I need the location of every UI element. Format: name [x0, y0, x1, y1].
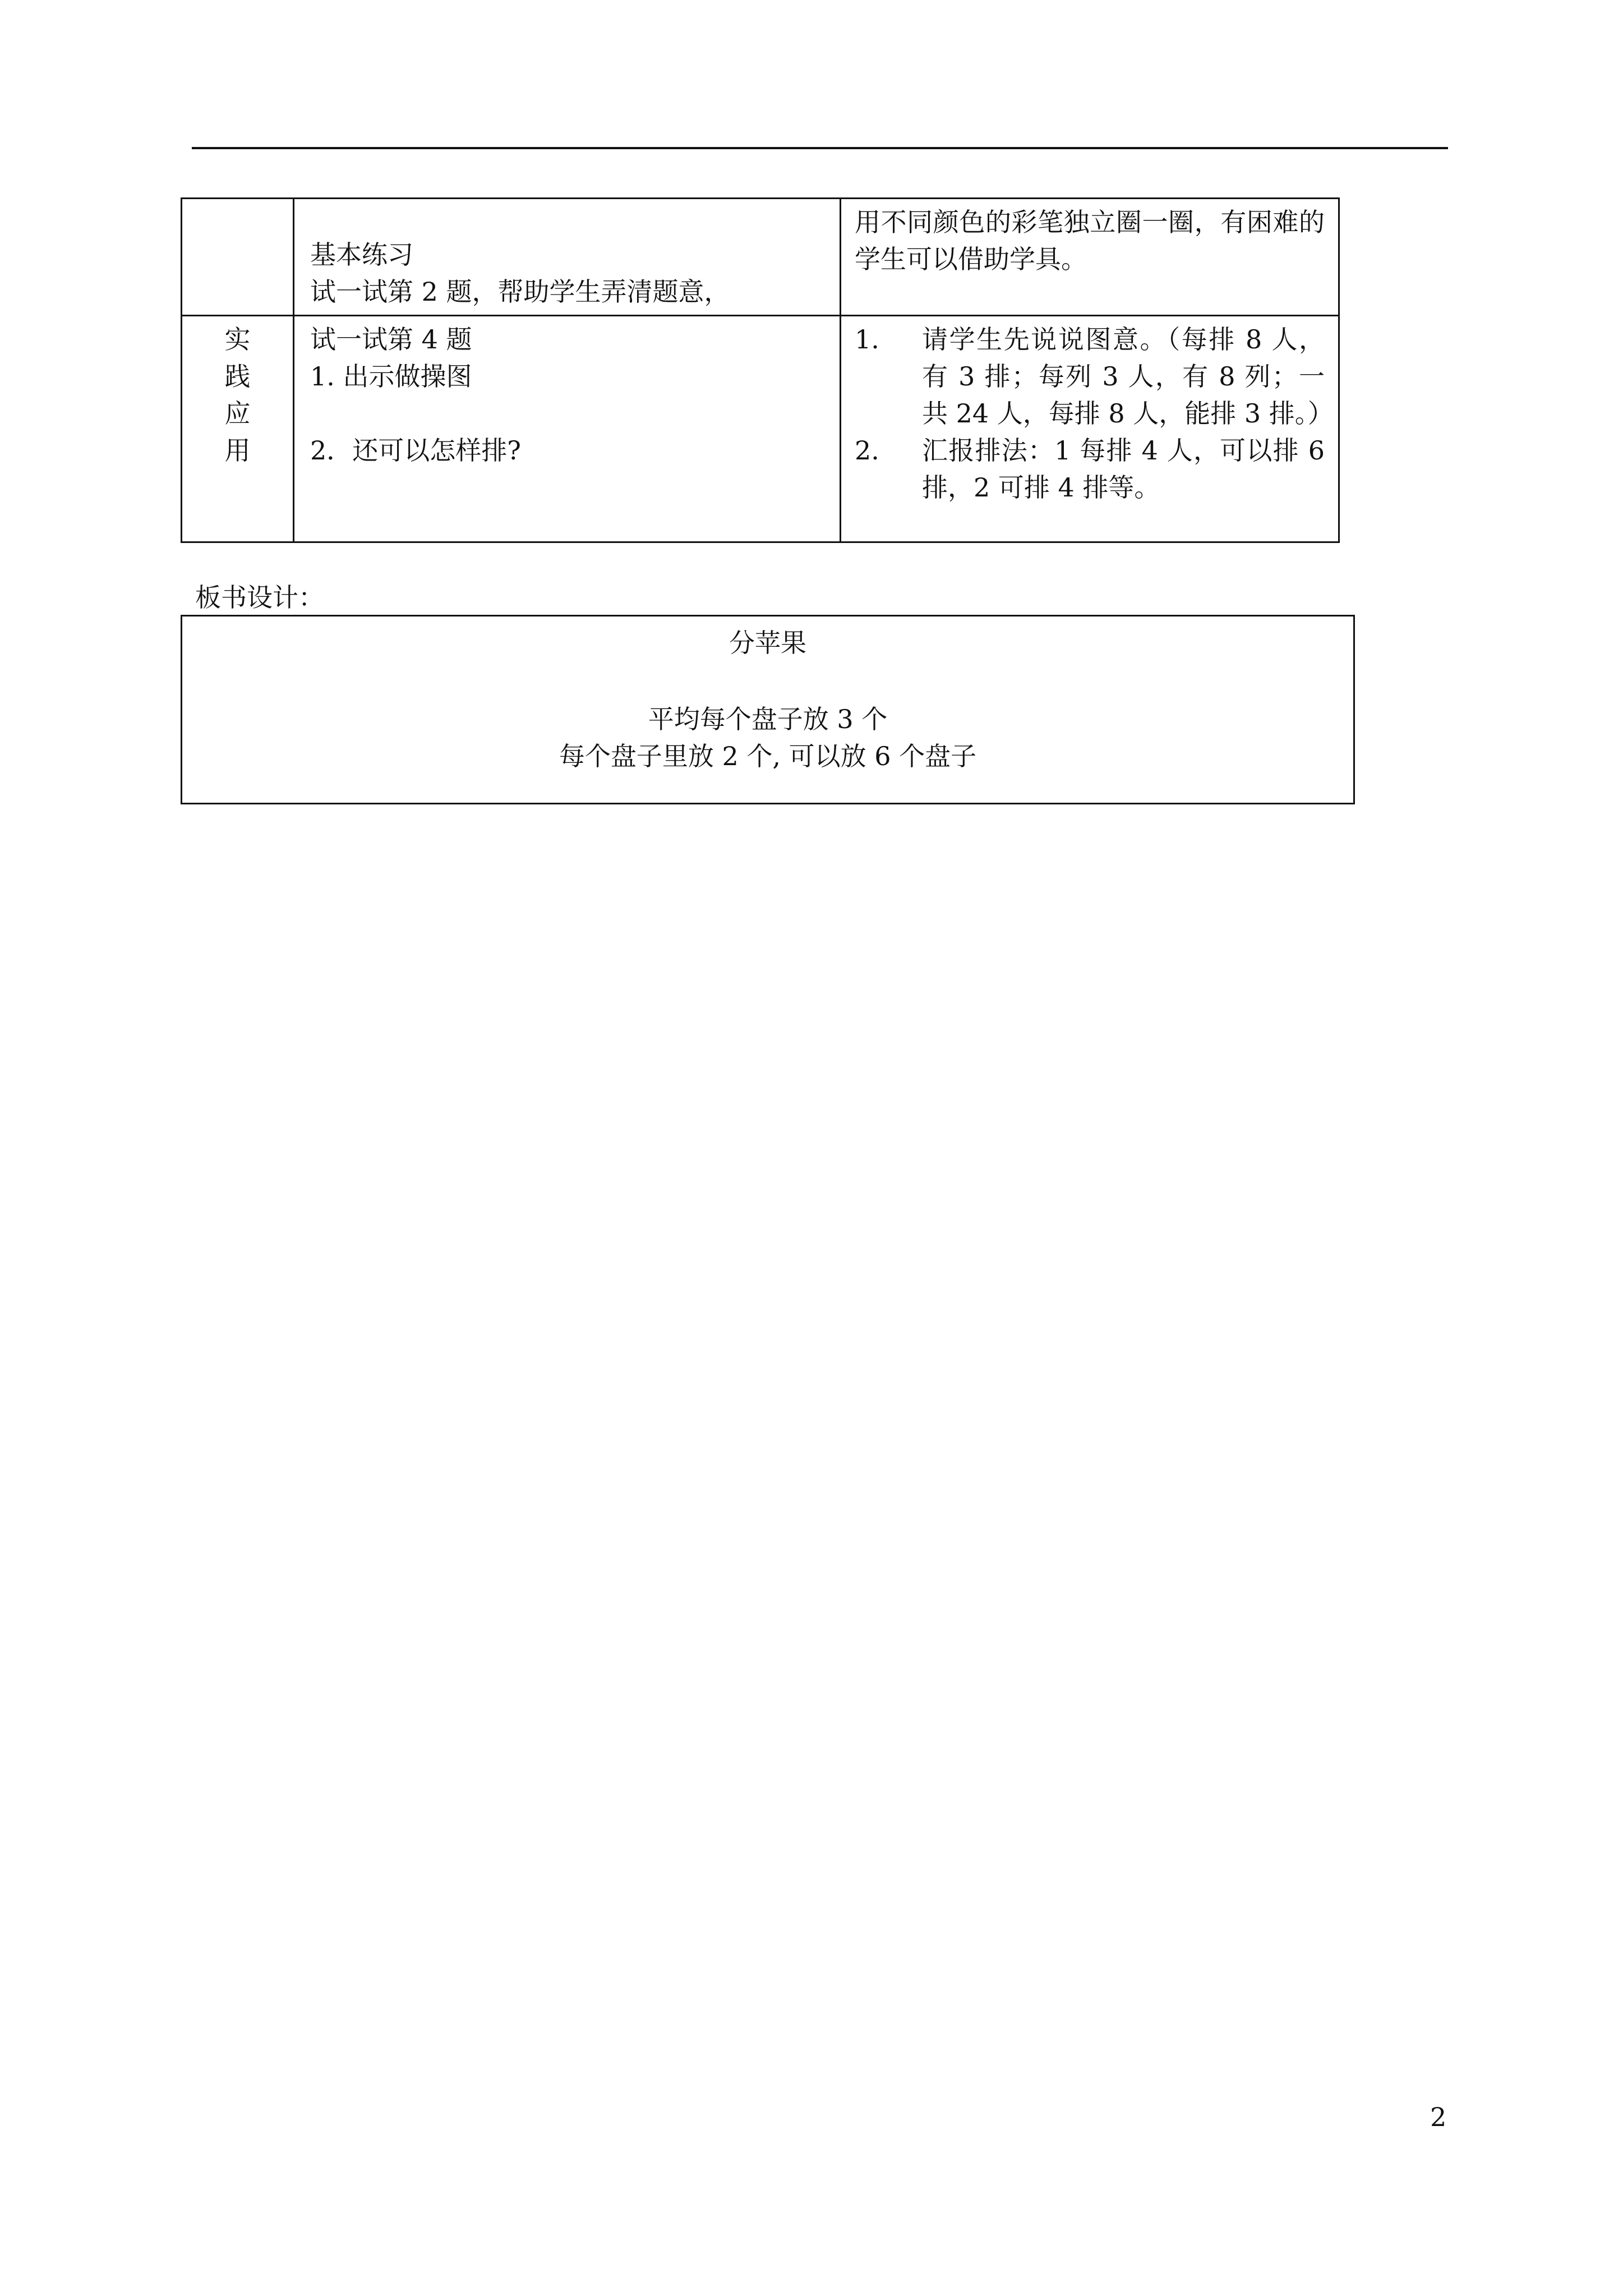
lesson-table	[181, 197, 1340, 543]
list-item	[855, 321, 1334, 432]
activity-line: 试一试第 4 题	[310, 324, 472, 355]
table-row	[182, 316, 1339, 542]
board-line: 每个盘子里放 2 个, 可以放 6 个盘子	[559, 741, 977, 771]
student-activity-cell	[841, 199, 1339, 316]
steps-list	[855, 321, 1334, 506]
table-row	[182, 199, 1339, 316]
board-title: 分苹果	[729, 628, 806, 658]
student-activity-text: 用不同颜色的彩笔独立圈一圈，有困难的学生可以借助学具。	[855, 207, 1325, 274]
board-line: 平均每个盘子放 3 个	[648, 704, 888, 734]
board-design-label: 板书设计：	[195, 582, 324, 613]
page-number: 2	[1430, 2102, 1447, 2132]
activity-line: 2．还可以怎样排?	[310, 435, 521, 466]
activity-line: 1. 出示做操图	[310, 361, 472, 392]
activity-cell	[294, 316, 841, 542]
board-design-box	[181, 615, 1355, 804]
student-activity-cell	[841, 316, 1339, 542]
list-item-number: 1.	[855, 324, 879, 355]
list-item-number: 2.	[855, 435, 879, 466]
list-item-text: 请学生先说说图意。（每排 8 人，有 3 排；每列 3 人，有 8 列；一共 24 人，每排 8 人，能排 3 排。）	[922, 324, 1334, 429]
activity-cell	[294, 199, 841, 316]
header-rule	[192, 147, 1448, 149]
activity-line: 基本练习	[310, 240, 413, 270]
list-item-text: 汇报排法：1 每排 4 人，可以排 6 排，2 可排 4 排等。	[922, 435, 1325, 503]
section-label-practice: 实 践 应 用	[224, 324, 251, 466]
row-label-cell	[182, 316, 294, 542]
activity-line: 试一试第 2 题，帮助学生弄清题意，	[310, 277, 730, 307]
row-label-cell	[182, 199, 294, 316]
list-item	[855, 432, 1325, 506]
